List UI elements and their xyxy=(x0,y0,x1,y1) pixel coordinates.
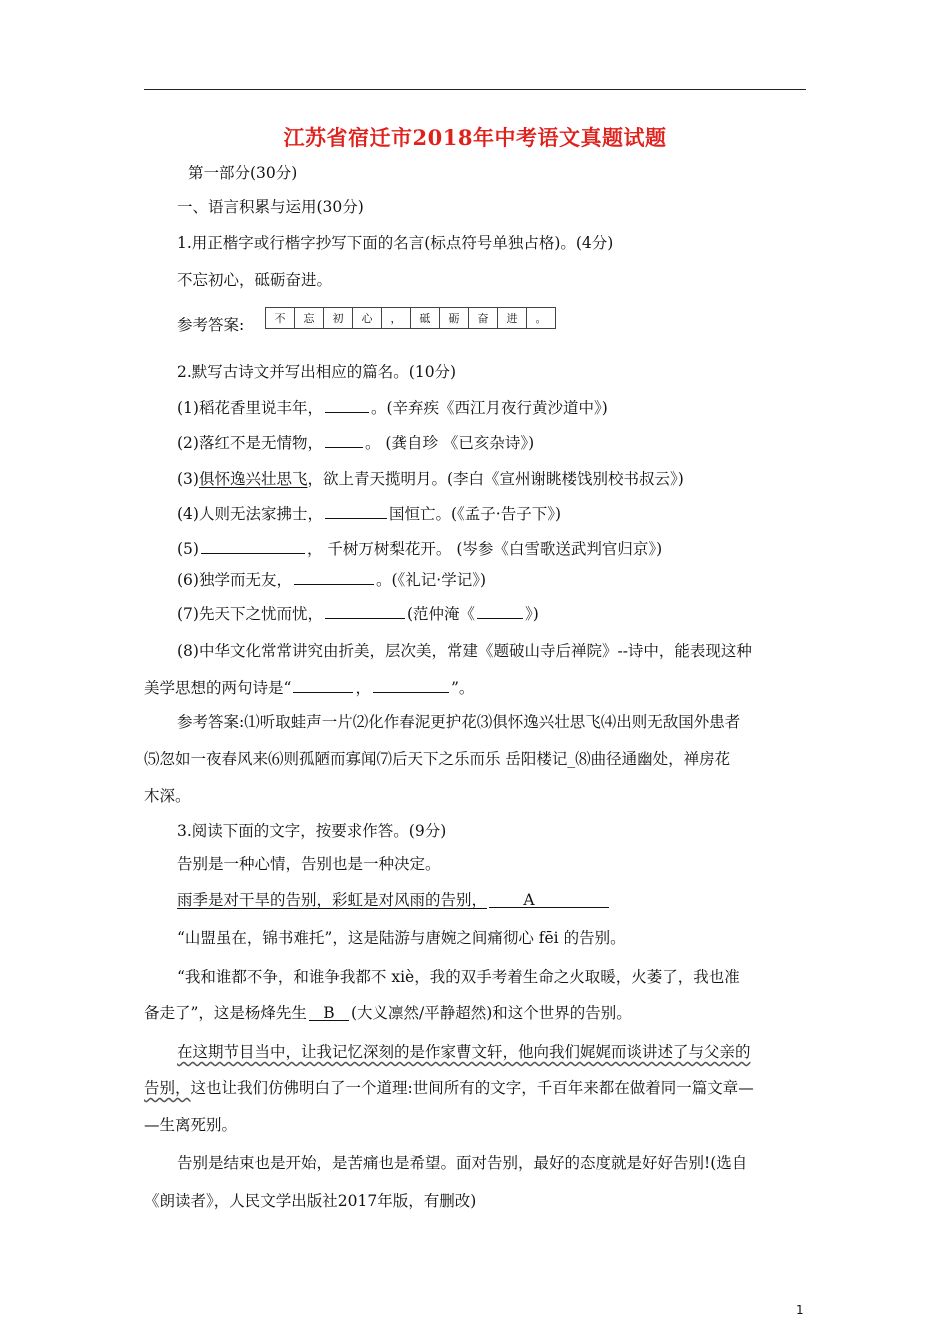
q3-prompt: 3.阅读下面的文字，按要求作答。(9分) xyxy=(177,822,447,840)
q3-para-4b: 备走了”，这是杨烽先生 B (大义凛然/平静超然)和这个世界的告别。 xyxy=(144,1004,632,1022)
page-title: 江苏省宿迁市2018年中考语文真题试题 xyxy=(283,125,667,150)
q3-para-5a: 在这期节目当中，让我记忆深刻的是作家曹文轩，他向我们娓娓而谈讲述了与父亲的 xyxy=(177,1043,751,1061)
part-heading: 第一部分(30分) xyxy=(188,164,298,182)
q2-line-8a: (8)中华文化常常讲究由折美，层次美，常建《题破山寺后禅院》--诗中，能表现这种 xyxy=(177,642,752,660)
q3-para-5b: 告别，这也让我们仿佛明白了一个道理:世间所有的文字，千百年来都在做着同一篇文章— xyxy=(144,1079,754,1097)
grid-cell: 奋 xyxy=(469,308,498,329)
q1-quote: 不忘初心，砥砺奋进。 xyxy=(177,271,333,289)
grid-cell: 初 xyxy=(324,308,353,329)
q1-prompt: 1.用正楷字或行楷字抄写下面的名言(标点符号单独占格)。(4分) xyxy=(177,234,614,252)
q2-line-8b: 美学思想的两句诗是“ ， ”。 xyxy=(144,679,475,697)
section-heading: 一、语言积累与运用(30分) xyxy=(177,198,364,216)
grid-cell: 进 xyxy=(498,308,527,329)
q2-line-7: (7)先天下之忧而忧， (范仲淹《 》) xyxy=(177,605,539,623)
q3-para-6a: 告别是结束也是开始，是苦痛也是希望。面对告别，最好的态度就是好好告别!(选自 xyxy=(177,1154,748,1172)
grid-cell: 砥 xyxy=(411,308,440,329)
q2-line-2: (2)落红不是无情物， 。 (龚自珍 《已亥杂诗》) xyxy=(177,434,535,452)
q3-para-2: 雨季是对干旱的告别，彩虹是对风雨的告别， A xyxy=(177,889,611,911)
q2-answer-3: 木深。 xyxy=(144,787,191,805)
grid-cell: 心 xyxy=(353,308,382,329)
q2-line-3: (3)俱怀逸兴壮思飞，欲上青天揽明月。(李白《宣州谢眺楼饯别校书叔云》) xyxy=(177,470,684,488)
q3-para-1: 告别是一种心情，告别也是一种决定。 xyxy=(177,855,441,873)
q2-line-6: (6)独学而无友， 。(《礼记·学记》) xyxy=(177,571,486,589)
q2-line-5: (5) ， 千树万树梨花开。 (岑参《白雪歌送武判官归京》) xyxy=(177,540,663,558)
answer-grid xyxy=(265,307,556,329)
q2-answer-1: 参考答案:⑴听取蛙声一片⑵化作春泥更护花⑶俱怀逸兴壮思飞⑷出则无敌国外患者 xyxy=(177,713,741,731)
q1-answer-label: 参考答案: xyxy=(177,316,245,334)
q3-para-3: “山盟虽在，锦书难托”，这是陆游与唐婉之间痛彻心 fēi 的告别。 xyxy=(177,929,626,947)
grid-cell: 。 xyxy=(527,308,556,329)
q3-para-5c: —生离死别。 xyxy=(144,1116,238,1134)
grid-cell: 忘 xyxy=(295,308,324,329)
q2-line-4: (4)人则无法家拂士， 国恒亡。(《孟子·告子下》) xyxy=(177,505,561,523)
header-rule xyxy=(144,89,806,90)
page-number: 1 xyxy=(796,1303,804,1317)
q2-answer-2: ⑸忽如一夜春风来⑹则孤陋而寡闻⑺后天下之乐而乐 岳阳楼记_⑻曲径通幽处，禅房花 xyxy=(144,750,731,768)
grid-cell: 不 xyxy=(266,308,295,329)
grid-cell: 砺 xyxy=(440,308,469,329)
grid-cell: ， xyxy=(382,308,411,329)
q2-line-1: (1)稻花香里说丰年， 。(辛弃疾《西江月夜行黄沙道中》) xyxy=(177,399,608,417)
q2-prompt: 2.默写古诗文并写出相应的篇名。(10分) xyxy=(177,363,457,381)
q3-para-4a: “我和谁都不争，和谁争我都不 xiè，我的双手考着生命之火取暖，火萎了，我也准 xyxy=(177,968,740,986)
q3-para-6b: 《朗读者》，人民文学出版社2017年版，有删改) xyxy=(144,1192,477,1210)
